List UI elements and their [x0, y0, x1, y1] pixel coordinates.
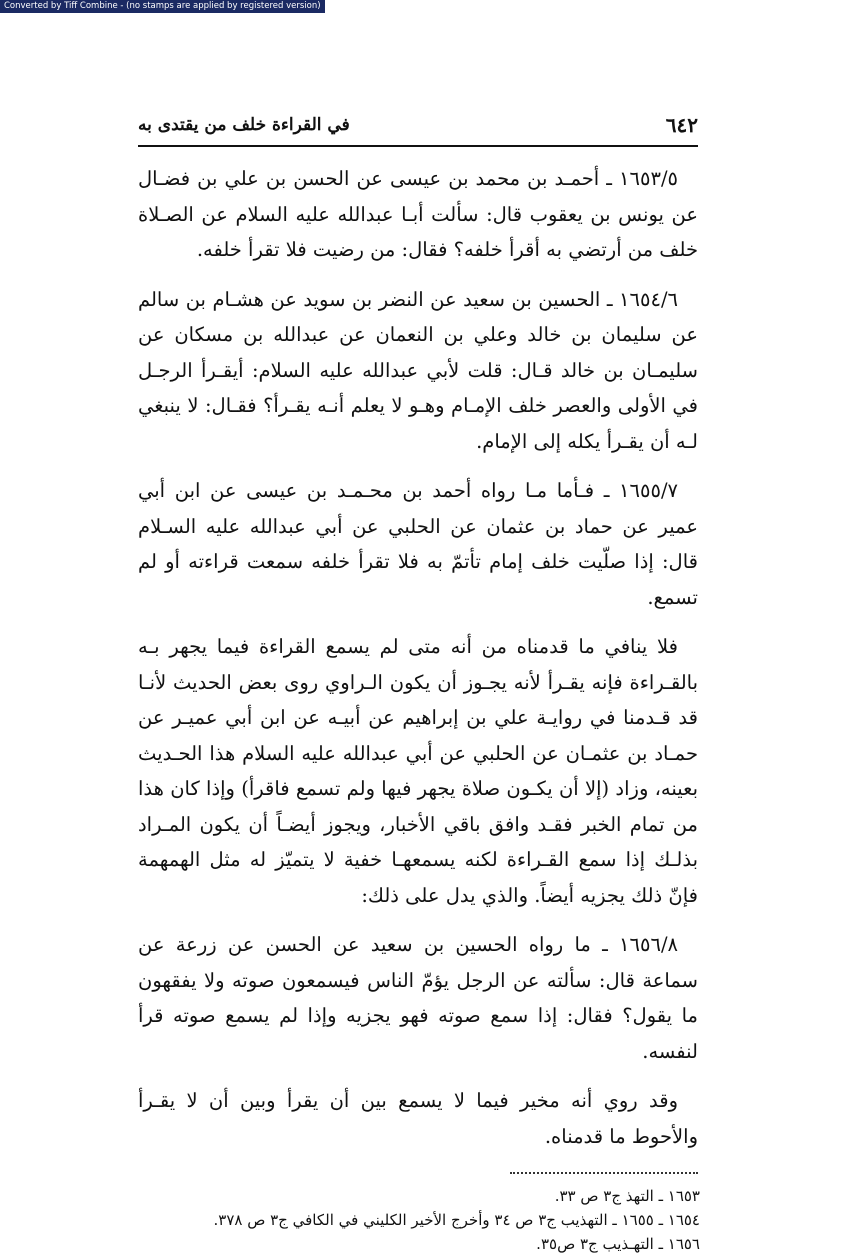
footnote-1654-1655: ١٦٥٤ ـ ١٦٥٥ ـ التهذيب ج٣ ص ٣٤ وأخرج الأخير الكليني في الكافي ج٣ ص ٣٧٨. — [213, 1211, 700, 1229]
header-rule — [138, 145, 698, 147]
hadith-1655: ١٦٥٥/٧ ـ فـأما مـا رواه أحمد بن محـمـد بن عيسى عن ابن أبي عمير عن حماد بن عثمان عن الحلبي عن أبي عبدالله عليه السـلام قال: إذا صلّيت خلف إمام تأتمّ به فلا تقرأ خلفه سمعت قراءته أو لم تسمع. — [138, 479, 698, 609]
book-page — [138, 105, 698, 1256]
closing-note: وقد روي أنه مخير فيما لا يسمع بين أن يقرأ وبين أن لا يقـرأ والأحوط ما قدمناه. — [138, 1089, 698, 1148]
commentary-paragraph: فلا ينافي ما قدمناه من أنه متى لم يسمع القراءة فيما يجهر بـه بالقـراءة فإنه يقـرأ لأنه يجـوز أن يكون الـراوي روى بعض الحديث لأنـا قد قـدمنا في روايـة علي بن إبراهيم عن أبيـه عن ابن أبي عميـر عن حمـاد بن عثمـان عن الحلبي عن أبي عبدالله عليه السلام هذا الحـديث بعينه، وزاد (إلا أن يكـون صلاة يجهر فيها ولم تسمع فاقرأ) وإذا كان هذا من تمام الخبر فقـد وافق باقي الأخبار، ويجوز أيضـاً أن يكون المـراد بذلـك إذا سمع القـراءة لكنه يسمعهـا خفية لا يتميّز له مثل الهمهمة فإنّ ذلك يجزيه أيضاً. والذي يدل على ذلك: — [138, 635, 698, 907]
footnote-1653: ١٦٥٣ ـ التهذ ج٣ ص ٣٣. — [554, 1187, 700, 1205]
page-header — [138, 105, 698, 145]
running-title: في القراءة خلف من يقتدى به — [138, 115, 350, 135]
footnotes — [138, 1184, 700, 1256]
converter-banner: Converted by Tiff Combine - (no stamps are applied by registered version) — [0, 0, 325, 13]
footnote-1656: ١٦٥٦ ـ التهـذيب ج٣ ص٣٥. — [536, 1235, 700, 1253]
page-number: ٦٤٢ — [665, 113, 698, 137]
hadith-1656: ١٦٥٦/٨ ـ ما رواه الحسين بن سعيد عن الحسن عن زرعة عن سماعة قال: سألته عن الرجل يؤمّ الناس فيسمعون صوته ولا يفقهون ما يقول؟ فقال: إذا سمع صوته فهو يجزيه وإذا لم يسمع صوته قرأ لنفسه. — [138, 933, 698, 1063]
footnote-separator — [510, 1172, 698, 1174]
main-text — [138, 161, 698, 1154]
hadith-1654: ١٦٥٤/٦ ـ الحسين بن سعيد عن النضر بن سويد عن هشـام بن سالم عن سليمان بن خالد وعلي بن النعمان عن عبدالله بن مسكان عن سليمـان بن خالد قـال: قلت لأبي عبدالله عليه السلام: أيقـرأ الرجـل في الأولى والعصر خلف الإمـام وهـو لا يعلم أنـه يقـرأ؟ فقـال: لا ينبغي لـه أن يقـرأ يكله إلى الإمام. — [138, 287, 698, 453]
hadith-1653: ١٦٥٣/٥ ـ أحمـد بن محمد بن عيسى عن الحسن بن علي بن فضـال عن يونس بن يعقوب قال: سألت أبـا عبدالله عليه السلام عن الصـلاة خلف من أرتضي به أقرأ خلفه؟ فقال: من رضيت فلا تقرأ خلفه. — [138, 167, 698, 261]
